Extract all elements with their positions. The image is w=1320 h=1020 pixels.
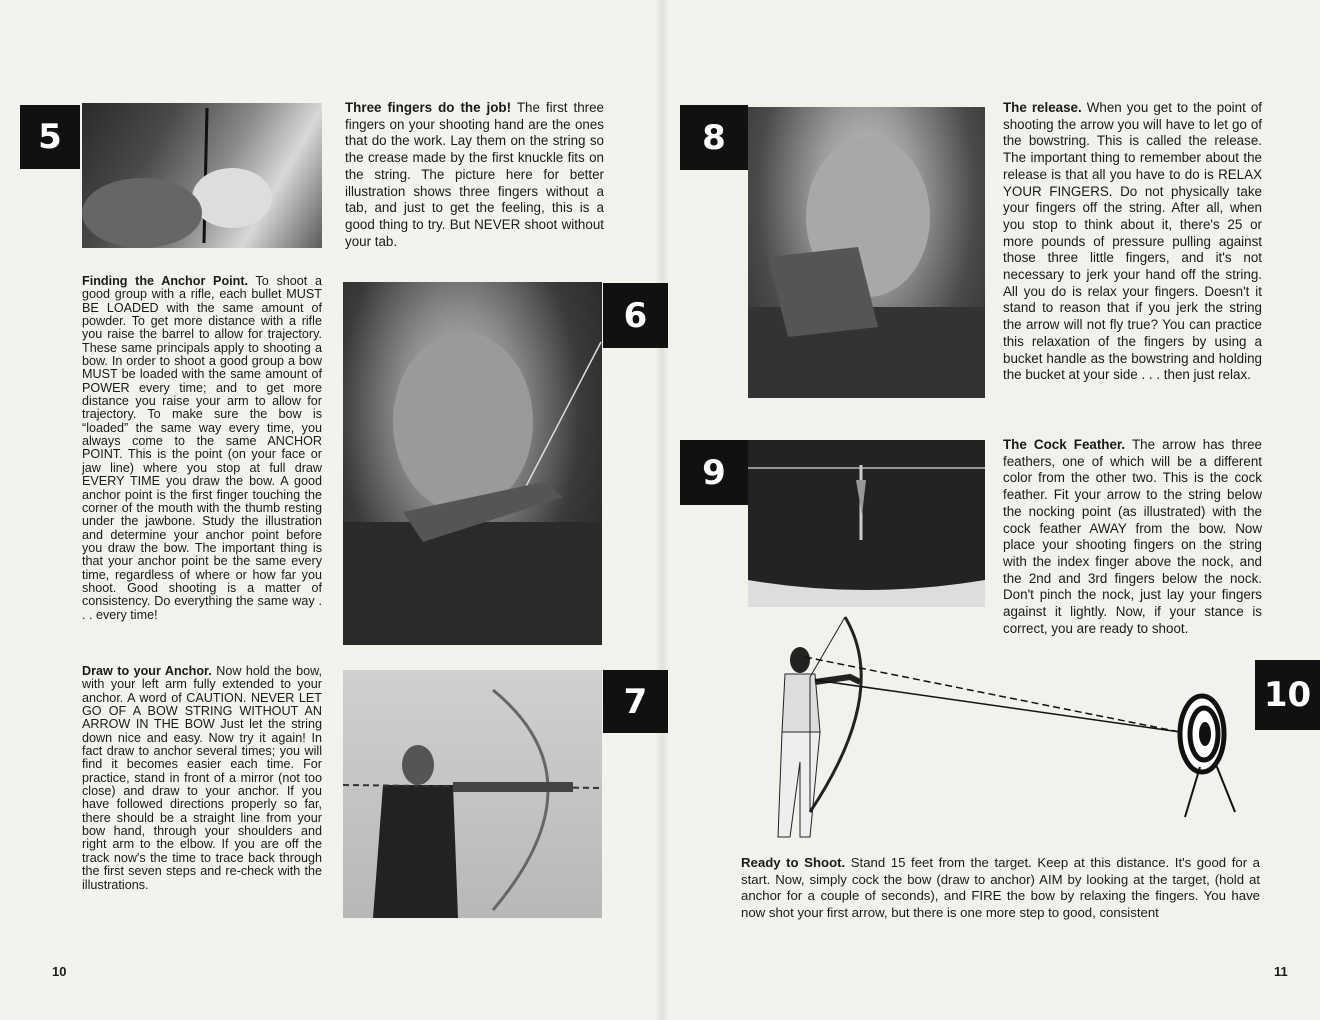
page-number-left: 10 (52, 964, 67, 979)
anchor-point-heading: Finding the Anchor Point. (82, 274, 249, 288)
anchor-point-body: To shoot a good group with a rifle, each bullet MUST BE LOADED with the same amount of powder. To get more distance with a rifle you raise the barrel to allow for trajectory. These same principals apply to shooting a bow. In order to shoot a good group a bow MUST be loaded with the same amount of POWER every time; and to get more distance you raise your arm to allow for trajectory. To make sure the bow is “loaded” the same way every time, you always come to the same ANCHOR POINT. This is the point (on your face or jaw line) where you stop at full draw EVERY TIME you draw the bow. A good anchor point is the first finger touching the corner of the mouth with the thumb resting under the jawbone. Study the illustration and determine your anchor point before you draw the bow. The important thing is that your anchor point be the same every time, regardless of where or how far you shoot. Good shooting is a matter of consistency. Do everything the same way . . . every time! (82, 274, 322, 622)
cock-feather-body: The arrow has three feathers, one of which will be a different color from the other two. This is the cock feather. Fit your arrow to the string below the nocking point (as illustrated) with the cock feather AWAY from the bow. Now place your shooting fingers on the string with the index finger above the nock, and the 2nd and 3rd fingers below the nock. Don't pinch the nock, just lay your fingers against it lightly. Now, if your stance is correct, you are ready to shoot. (1003, 437, 1262, 636)
three-fingers-paragraph (345, 100, 604, 250)
photo-draw-to-anchor (343, 670, 602, 918)
cock-feather-heading: The Cock Feather. (1003, 437, 1126, 452)
step-number-9: 9 (680, 440, 748, 505)
step-number-7: 7 (603, 670, 668, 733)
cock-feather-paragraph (1003, 437, 1262, 637)
archer-target-illustration (740, 612, 1255, 847)
ready-to-shoot-paragraph (741, 855, 1260, 922)
release-paragraph (1003, 100, 1262, 384)
photo-release (748, 107, 985, 398)
three-fingers-heading: Three fingers do the job! (345, 100, 512, 115)
photo-cock-feather (748, 440, 985, 607)
release-body: When you get to the point of shooting the arrow you will have to let go of the bowstring. This is called the release. The important thing to remember about the release is that all you have to do is RELAX YOUR FINGERS. Do not physically take your fingers off the string. After all, when you stop to think about it, there's 25 or more pounds of pressure pulling against those three little fingers, and it's not necessary to jerk your hand off the string. All you do is relax your fingers. Doesn't it stand to reason that if you jerk the string the arrow will not fly true? You can practice this relaxation of the fingers by using a bucket handle as the bowstring and holding the bucket at your side . . . then just relax. (1003, 100, 1262, 383)
step-number-10: 10 (1255, 660, 1320, 730)
archer-figure (778, 617, 861, 837)
draw-anchor-paragraph (82, 665, 322, 892)
draw-anchor-body: Now hold the bow, with your left arm fully extended to your anchor. A word of CAUTION. NEVER LET GO OF A BOW STRING WITHOUT AN ARROW IN THE BOW Just let the string down nice and easy. Now try it again! In fact draw to anchor several times; you will find it becomes easier each time. For practice, stand in front of a mirror (not too close) and draw to your anchor. If you have followed directions properly so far, there should be a straight line from your bow hand, through your shoulders and right arm to the elbow. If you are off the track now's the time to trace back through the first seven steps and re-check with the illustrations. (82, 664, 322, 892)
ready-body: Stand 15 feet from the target. Keep at this distance. It's good for a start. Now, simply cock the bow (draw to anchor) AIM by looking at the target, (hold at anchor for a couple of seconds), and FIRE the bow by relaxing the fingers. You have now shot your first arrow, but there is one more step to good, consistent (741, 855, 1260, 921)
draw-anchor-heading: Draw to your Anchor. (82, 664, 212, 678)
target (1180, 696, 1235, 817)
step-number-8: 8 (680, 105, 748, 170)
release-heading: The release. (1003, 100, 1082, 115)
three-fingers-body: The first three fingers on your shooting hand are the ones that do the work. Lay them on the string so the crease made by the first knuckle fits on the string. The picture here for better illustration shows three fingers without a tab, and just to get the feeling, this is a good thing to try. But NEVER shoot without your tab. (345, 100, 604, 249)
step-number-6: 6 (603, 283, 668, 348)
page-number-right: 11 (1274, 964, 1288, 979)
book-gutter (655, 0, 669, 1020)
photo-anchor-point (343, 282, 602, 645)
step-number-5: 5 (20, 105, 80, 169)
ready-heading: Ready to Shoot. (741, 855, 846, 870)
photo-fingers-on-string (82, 103, 322, 248)
anchor-point-paragraph (82, 275, 322, 622)
